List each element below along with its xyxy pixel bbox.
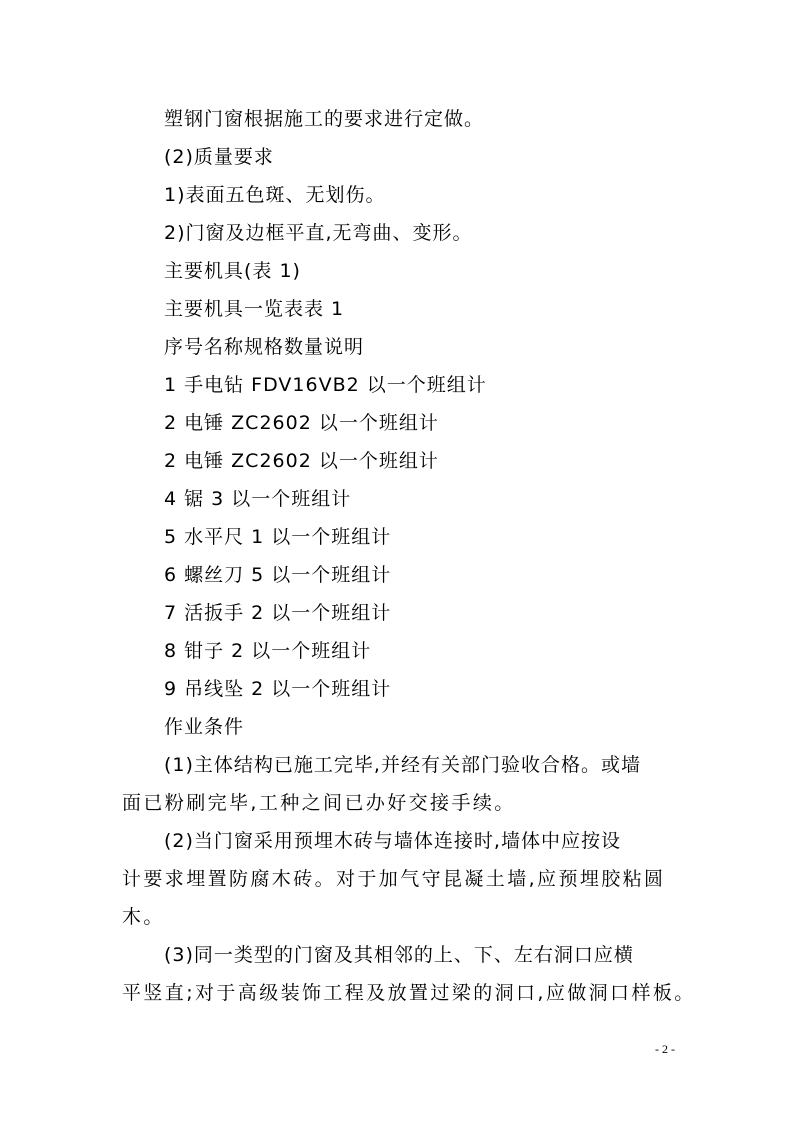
text-line-18: (1)主体结构已施工完毕,并经有关部门验收合格。或墙: [164, 754, 641, 776]
text-line-7: 序号名称规格数量说明: [164, 336, 365, 358]
text-line-12: 5 水平尺 1 以一个班组计: [164, 526, 392, 548]
text-line-8: 1 手电钻 FDV16VB2 以一个班组计: [164, 374, 487, 396]
text-line-6: 主要机具一览表表 1: [164, 298, 345, 320]
text-line-1: 塑钢门窗根据施工的要求进行定做。: [164, 108, 485, 130]
text-line-2: (2)质量要求: [164, 146, 274, 168]
text-line-5: 主要机具(表 1): [164, 260, 301, 282]
text-line-24: 平竖直;对于高级装饰工程及放置过梁的洞口,应做洞口样板。: [122, 982, 696, 1004]
text-line-15: 8 钳子 2 以一个班组计: [164, 640, 372, 662]
text-line-19: 面已粉刷完毕,工种之间已办好交接手续。: [122, 792, 516, 814]
text-line-17: 作业条件: [164, 716, 245, 738]
text-line-23: (3)同一类型的门窗及其相邻的上、下、左右洞口应横: [164, 944, 634, 966]
text-line-9: 2 电锤 ZC2602 以一个班组计: [164, 412, 439, 434]
page-number: - 2 -: [655, 1042, 675, 1056]
text-line-22: 木。: [122, 906, 165, 928]
text-line-10: 2 电锤 ZC2602 以一个班组计: [164, 450, 439, 472]
text-line-16: 9 吊线坠 2 以一个班组计: [164, 678, 392, 700]
text-line-13: 6 螺丝刀 5 以一个班组计: [164, 564, 392, 586]
text-line-11: 4 锯 3 以一个班组计: [164, 488, 352, 510]
text-line-3: 1)表面五色斑、无划伤。: [164, 184, 386, 206]
text-line-20: (2)当门窗采用预埋木砖与墙体连接时,墙体中应按设: [164, 830, 621, 852]
text-line-14: 7 活扳手 2 以一个班组计: [164, 602, 392, 624]
text-line-21: 计要求埋置防腐木砖。对于加气守昆凝土墙,应预埋胶粘圆: [122, 868, 666, 890]
text-line-4: 2)门窗及边框平直,无弯曲、变形。: [164, 222, 473, 244]
